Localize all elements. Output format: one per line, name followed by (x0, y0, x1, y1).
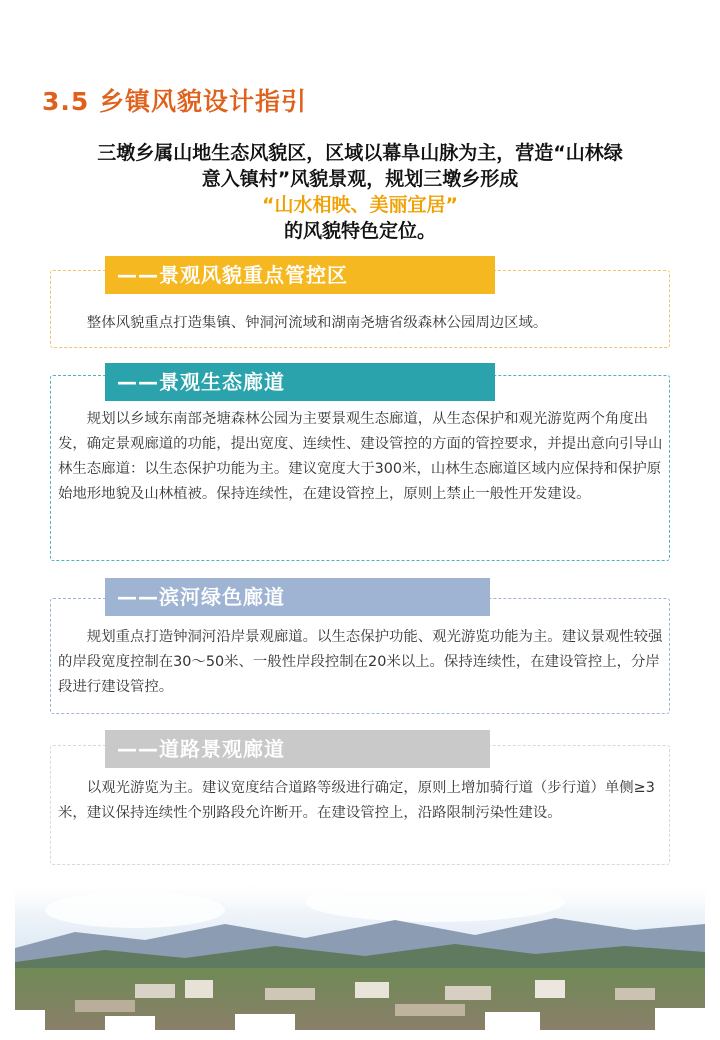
eco-corridor-banner: ——景观生态廊道 (105, 363, 495, 401)
intro-line-4: 的风貌特色定位。 (283, 220, 436, 242)
section-heading: 乡镇风貌设计指引 (99, 87, 308, 116)
road-corridor-banner: ——道路景观廊道 (105, 730, 490, 768)
riverside-corridor-text: 规划重点打造钟洞河沿岸景观廊道。以生态保护功能、观光游览功能为主。建议景观性较强的岸段宽度控制在30～50米、一般性岸段控制在20米以上。保持连续性，在建设管控上，分岸段进行建设管控。 (58, 629, 663, 695)
key-control-zone-text: 整体风貌重点打造集镇、钟洞河流域和湖南尧塘省级森林公园周边区域。 (86, 315, 548, 331)
intro-highlight: “山水相映、美丽宜居” (262, 194, 458, 216)
intro-line-1: 三墩乡属山地生态风貌区，区域以幕阜山脉为主，营造“山林绿 (97, 142, 623, 164)
riverside-corridor-banner: ——滨河绿色廊道 (105, 578, 490, 616)
intro-line-2: 意入镇村”风貌景观，规划三墩乡形成 (201, 168, 519, 190)
eco-corridor-text: 规划以乡域东南部尧塘森林公园为主要景观生态廊道，从生态保护和观光游览两个角度出发，确定景观廊道的功能，提出宽度、连续性、建设管控的方面的管控要求，并提出意向引导山林生态廊道：以生态保护功能为主。建议宽度大于300米，山林生态廊道区域内应保持和保护原始地形地貌及山林植被。保持连续性，在建设管控上，原则上禁止一般性开发建设。 (58, 411, 663, 502)
intro-paragraph (30, 140, 690, 244)
section-number: 3.5 (42, 87, 90, 116)
road-corridor-text: 以观光游览为主。建议宽度结合道路等级进行确定，原则上增加骑行道（步行道）单侧≥3米，建议保持连续性个别路段允许断开。在建设管控上，沿路限制污染性建设。 (58, 780, 655, 821)
section-title (42, 82, 307, 118)
landscape-photo (15, 880, 705, 1030)
key-control-zone-banner: ——景观风貌重点管控区 (105, 256, 495, 294)
